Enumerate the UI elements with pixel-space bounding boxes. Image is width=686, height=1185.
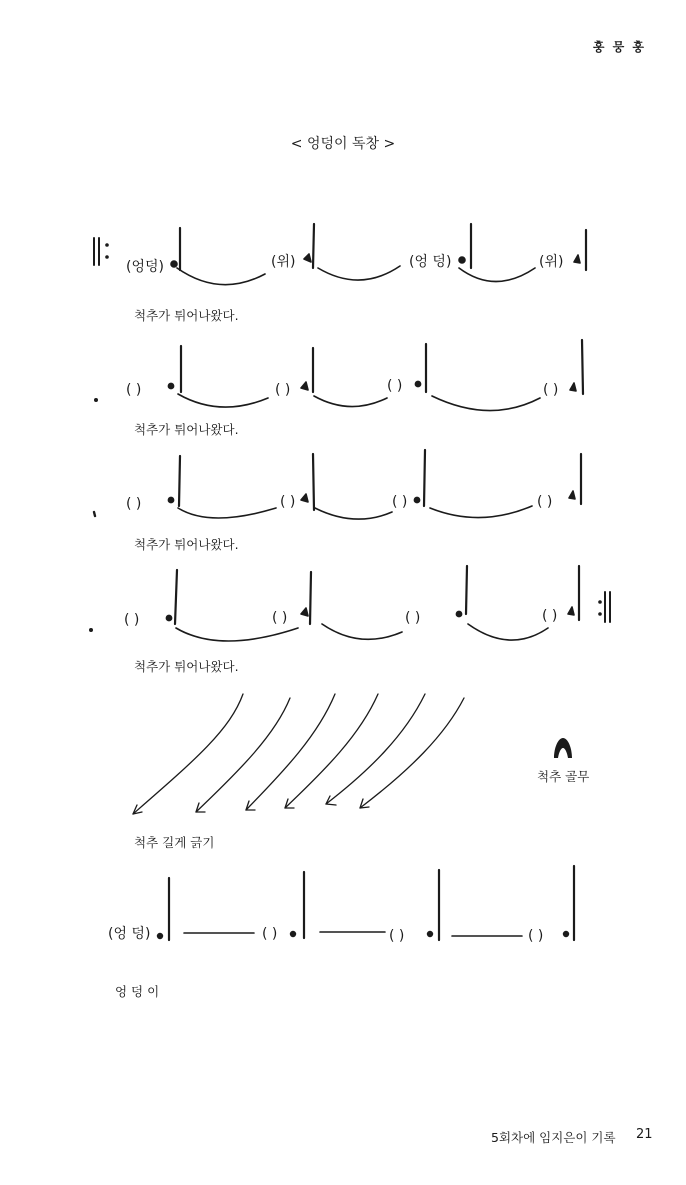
final-caption: 엉 덩 이 <box>115 984 160 999</box>
caption-2: 척추가 튀어나왔다. <box>134 422 239 437</box>
notes-3 <box>168 450 581 519</box>
staff-row-3 <box>94 450 581 552</box>
lyric-2-3: ( ) <box>387 378 403 394</box>
footer-book-title: 5회차에 임지은이 기록 <box>491 1130 616 1145</box>
final-row <box>108 866 574 999</box>
staff-row-2 <box>94 340 583 437</box>
lyric-1-4: (위) <box>539 254 564 270</box>
staff-row-4 <box>89 566 610 674</box>
page-number: 21 <box>636 1127 653 1142</box>
lyric-1-3: (엉 덩) <box>409 254 452 270</box>
repeat-start-sign <box>94 238 109 265</box>
spine-stroke-arrows <box>133 694 464 814</box>
final-lyric-1: (엉 덩) <box>108 926 151 942</box>
page-title: < 엉덩이 독창 > <box>290 136 396 152</box>
lyric-4-4: ( ) <box>542 608 558 624</box>
caption-4: 척추가 튀어나왔다. <box>134 659 239 674</box>
lyric-4-2: ( ) <box>272 610 288 626</box>
lyric-2-2: ( ) <box>275 382 291 398</box>
caption-3: 척추가 튀어나왔다. <box>134 537 239 552</box>
notes-1 <box>171 224 586 285</box>
final-lyric-4: ( ) <box>528 928 544 944</box>
lyric-4-3: ( ) <box>405 610 421 626</box>
spine-thimble-label: 척추 골무 <box>537 769 590 784</box>
final-lyric-3: ( ) <box>389 928 405 944</box>
lyric-3-1: ( ) <box>126 496 142 512</box>
spine-caption: 척추 길게 긁기 <box>134 835 215 850</box>
staff-row-1 <box>94 224 586 323</box>
final-lyric-2: ( ) <box>262 926 278 942</box>
lyric-1-1: (엉덩) <box>126 259 164 275</box>
caption-1: 척추가 튀어나왔다. <box>134 308 239 323</box>
lyric-3-4: ( ) <box>537 494 553 510</box>
lyric-2-1: ( ) <box>126 382 142 398</box>
spine-thimble-icon <box>554 738 572 758</box>
lyric-4-1: ( ) <box>124 612 140 628</box>
notes-4 <box>166 566 579 641</box>
lyric-3-2: ( ) <box>280 494 296 510</box>
lyric-3-3: ( ) <box>392 494 408 510</box>
lyric-2-4: ( ) <box>543 382 559 398</box>
final-notes <box>158 866 574 940</box>
notes-2 <box>168 340 583 411</box>
repeat-end-sign <box>598 592 610 622</box>
running-header: 훙 뭉 훙 <box>592 40 646 54</box>
lyric-1-2: (위) <box>271 254 296 270</box>
